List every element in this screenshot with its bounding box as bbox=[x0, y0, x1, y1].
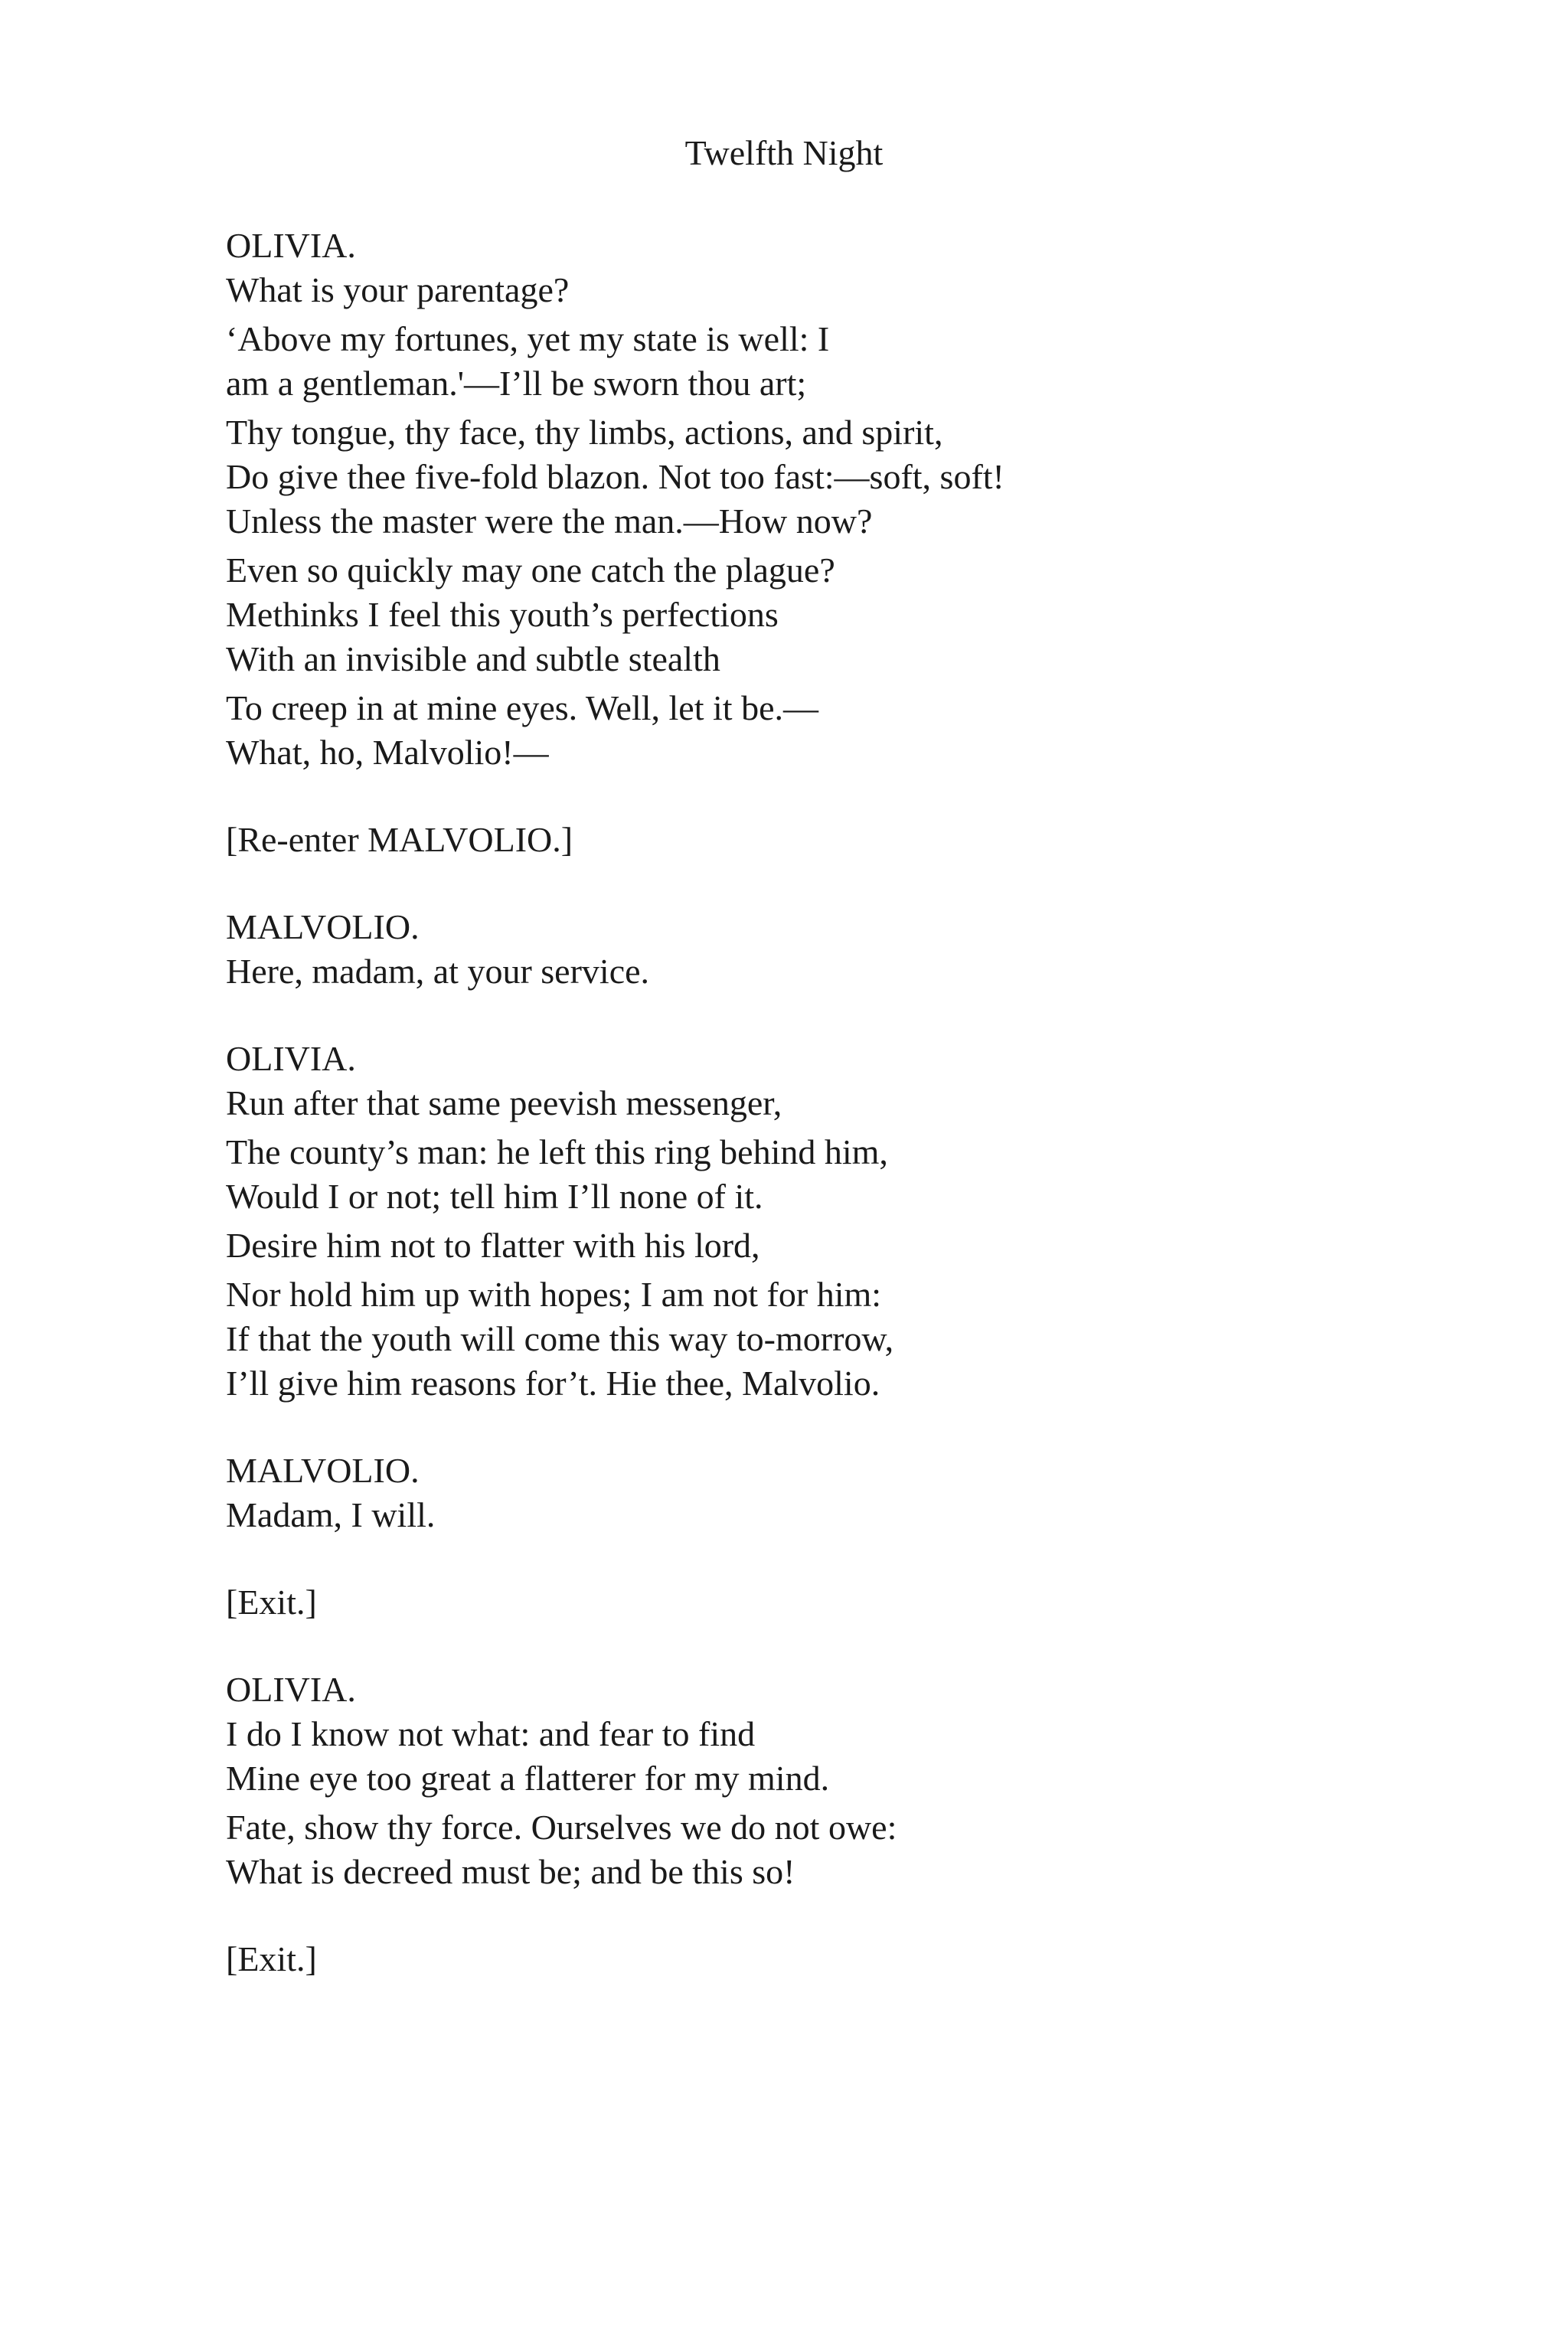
verse-line: Desire him not to flatter with his lord, bbox=[226, 1226, 760, 1265]
block-gap bbox=[226, 862, 1374, 905]
verse-line: With an invisible and subtle stealth bbox=[226, 639, 720, 678]
verse-line: Would I or not; tell him I’ll none of it. bbox=[226, 1177, 763, 1216]
verse-line: Madam, I will. bbox=[226, 1495, 436, 1534]
speaker-name: MALVOLIO. bbox=[226, 907, 420, 946]
block-gap bbox=[226, 775, 1374, 818]
verse-line: Thy tongue, thy face, thy limbs, actions, and spirit, bbox=[226, 413, 943, 452]
block-gap bbox=[226, 1625, 1374, 1668]
stage-direction: [Exit.] bbox=[226, 1583, 317, 1622]
verse-line: If that the youth will come this way to-morrow, bbox=[226, 1319, 894, 1358]
verse-line: am a gentleman.'—I’ll be sworn thou art; bbox=[226, 364, 807, 403]
play-text bbox=[226, 224, 1374, 1981]
verse-line: What, ho, Malvolio!— bbox=[226, 733, 549, 772]
verse-line: ‘Above my fortunes, yet my state is well: I bbox=[226, 319, 830, 358]
verse-line: I’ll give him reasons for’t. Hie thee, Malvolio. bbox=[226, 1364, 880, 1403]
verse-line: Methinks I feel this youth’s perfections bbox=[226, 595, 779, 634]
verse-line: Here, madam, at your service. bbox=[226, 952, 650, 991]
speaker-name: OLIVIA. bbox=[226, 1670, 356, 1709]
verse-line: Unless the master were the man.—How now? bbox=[226, 501, 873, 541]
block-gap bbox=[226, 1894, 1374, 1937]
verse-line: Do give thee five-fold blazon. Not too fast:—soft, soft! bbox=[226, 457, 1004, 496]
speaker-name: MALVOLIO. bbox=[226, 1451, 420, 1490]
verse-line: Nor hold him up with hopes; I am not for him: bbox=[226, 1275, 882, 1314]
verse-line: Run after that same peevish messenger, bbox=[226, 1083, 782, 1122]
verse-line: I do I know not what: and fear to find bbox=[226, 1714, 756, 1753]
verse-line: What is your parentage? bbox=[226, 270, 570, 309]
verse-line: Mine eye too great a flatterer for my mind. bbox=[226, 1759, 830, 1798]
verse-line: Even so quickly may one catch the plague? bbox=[226, 550, 835, 590]
verse-line: The county’s man: he left this ring behind him, bbox=[226, 1132, 888, 1171]
block-gap bbox=[226, 1537, 1374, 1580]
stage-direction: [Exit.] bbox=[226, 1939, 317, 1978]
stage-direction: [Re-enter MALVOLIO.] bbox=[226, 820, 573, 859]
verse-line: What is decreed must be; and be this so! bbox=[226, 1852, 795, 1891]
speaker-name: OLIVIA. bbox=[226, 1039, 356, 1078]
block-gap bbox=[226, 1406, 1374, 1449]
verse-line: To creep in at mine eyes. Well, let it be.— bbox=[226, 688, 818, 727]
block-gap bbox=[226, 994, 1374, 1037]
verse-line: Fate, show thy force. Ourselves we do not owe: bbox=[226, 1808, 897, 1847]
speaker-name: OLIVIA. bbox=[226, 226, 356, 265]
running-title: Twelfth Night bbox=[684, 133, 884, 172]
